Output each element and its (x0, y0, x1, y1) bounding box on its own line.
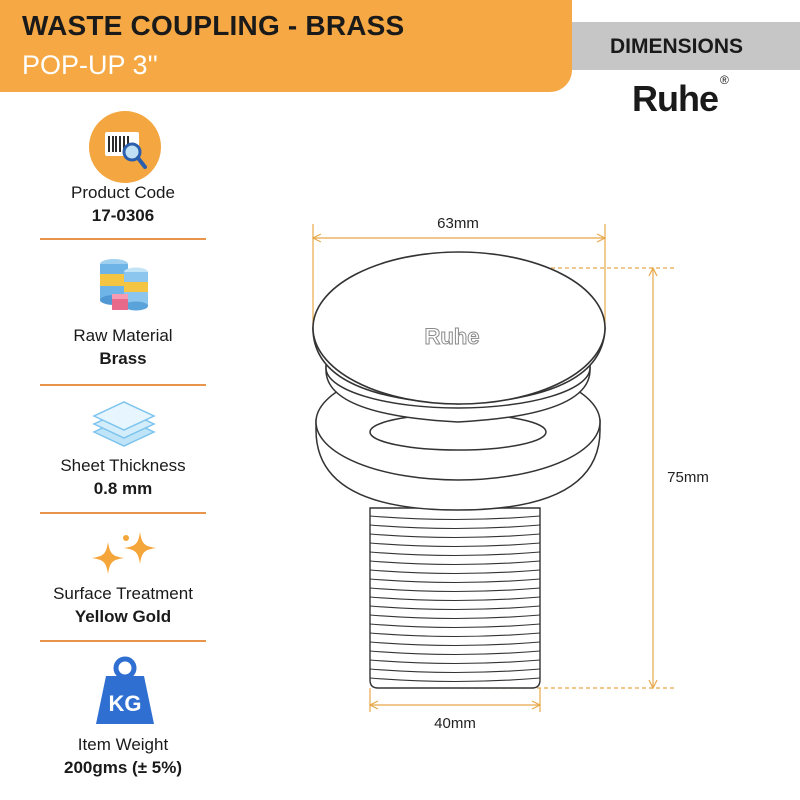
divider (40, 238, 206, 240)
height-arrow (649, 268, 657, 688)
width-bottom-dimension-line (370, 688, 540, 712)
brand-logo (632, 73, 728, 120)
spec-value: Brass (99, 349, 147, 368)
page-title: WASTE COUPLING - BRASS (22, 10, 405, 41)
dimensions-label: DIMENSIONS (610, 35, 744, 58)
width-top-label: 63mm (437, 215, 479, 232)
spec-label: Product Code (71, 183, 175, 202)
spec-value: Yellow Gold (74, 607, 172, 626)
cap-brand-engraving: Ruhe (424, 324, 480, 349)
spec-label: Raw Material (73, 326, 173, 345)
divider (40, 384, 206, 386)
spec-label: Sheet Thickness (60, 456, 186, 475)
kg-label: KG (108, 691, 142, 716)
width-bottom-label: 40mm (434, 715, 476, 732)
registered-mark: ® (720, 73, 728, 87)
spec-value: 17-0306 (91, 206, 155, 225)
page-subtitle: POP-UP 3'' (22, 50, 158, 80)
kg-weight-icon (92, 654, 158, 728)
product-dimension-drawing (280, 210, 740, 750)
divider (40, 512, 206, 514)
sparkle-icon (90, 530, 160, 578)
spec-item-weight (40, 735, 206, 778)
spec-value: 200gms (± 5%) (64, 758, 182, 777)
spec-label: Surface Treatment (53, 584, 193, 603)
threaded-body (370, 508, 540, 688)
spec-raw-material (40, 326, 206, 369)
stacked-sheets-icon (88, 398, 160, 450)
height-label: 75mm (667, 469, 709, 486)
spec-surface-treatment (40, 584, 206, 627)
material-cans-icon (92, 254, 158, 320)
spec-value: 0.8 mm (93, 479, 153, 498)
barcode-magnifier-icon (88, 110, 162, 184)
brand-name: Ruhe (632, 78, 718, 119)
spec-product-code (40, 183, 206, 226)
spec-label: Item Weight (77, 735, 169, 754)
spec-sheet-thickness (40, 456, 206, 499)
divider (40, 640, 206, 642)
